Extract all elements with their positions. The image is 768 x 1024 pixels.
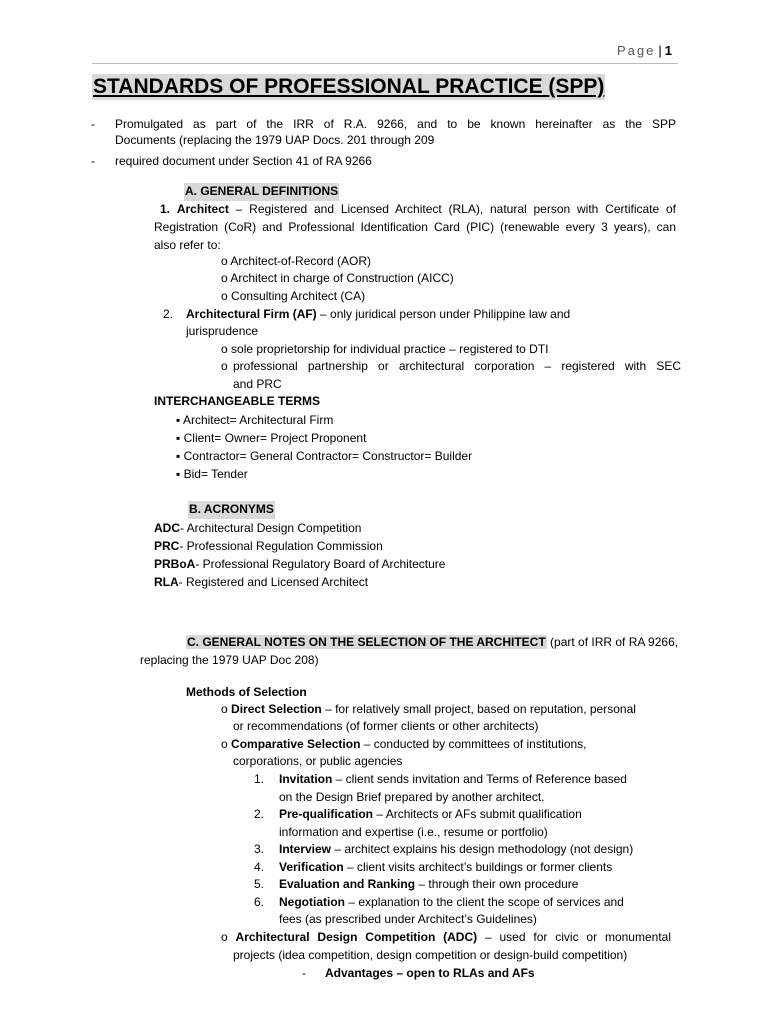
circle-bullet: o	[221, 271, 228, 285]
intro-bullet-dash-2: -	[91, 154, 95, 168]
header-rule	[92, 63, 678, 64]
square-bullet: ▪	[176, 467, 181, 481]
architect-sub-1: o Architect-of-Record (AOR)	[221, 254, 372, 268]
page-separator: |	[658, 43, 662, 58]
adc-sub-dash: -	[302, 966, 306, 980]
step-4-num: 4.	[254, 860, 265, 874]
circle-bullet: o	[221, 254, 228, 268]
advantages-term: Advantages	[325, 966, 394, 980]
architect-definition-line-2: Registration (CoR) and Professional Identification Card (PIC) (renewable every 3 years), can	[154, 220, 676, 234]
intro-bullet-dash-1: -	[91, 117, 95, 131]
acronym-rla: RLA- Registered and Licensed Architect	[154, 575, 369, 589]
circle-bullet: o	[221, 702, 228, 716]
firm-num: 2.	[163, 307, 174, 321]
step-2-line-2: information and expertise (i.e., resume or portfolio)	[279, 825, 548, 839]
section-c-heading-line-2: replacing the 1979 UAP Doc 208)	[140, 653, 319, 667]
section-b-heading: B. ACRONYMS	[188, 501, 275, 519]
firm-sub-2-line-2: and PRC	[233, 377, 282, 391]
step-6-line-2: fees (as prescribed under Architect’s Guidelines)	[279, 912, 537, 926]
step-5-line-1: Evaluation and Ranking – through their own procedure	[279, 877, 579, 891]
section-c-heading: C. GENERAL NOTES ON THE SELECTION OF THE ARCHITECT	[187, 635, 546, 649]
interchangeable-heading: INTERCHANGEABLE TERMS	[154, 394, 321, 408]
interchangeable-item-2: ▪ Client= Owner= Project Proponent	[176, 431, 367, 445]
circle-bullet: o	[221, 289, 228, 303]
architect-definition-line-1	[154, 201, 676, 219]
direct-selection-term: Direct Selection	[231, 702, 322, 716]
step-3-line-1: Interview – architect explains his design methodology (not design)	[279, 842, 634, 856]
interchangeable-item-3: ▪ Contractor= General Contractor= Constructor= Builder	[176, 449, 473, 463]
firm-sub-1: o sole proprietorship for individual practice – registered to DTI	[221, 342, 549, 356]
adc-line-1: o Architectural Design Competition (ADC) – used for civic or monumental	[221, 930, 671, 944]
firm-sub-2-line-1: professional partnership or architectural corporation – registered with SEC	[233, 359, 681, 373]
architect-num: 1.	[160, 202, 171, 216]
intro-bullet-2: required document under Section 41 of RA 9266	[115, 154, 372, 168]
square-bullet: ▪	[176, 413, 181, 427]
firm-definition-line-1: Architectural Firm (AF) – only juridical person under Philippine law and	[186, 307, 571, 321]
circle-bullet: o	[221, 359, 228, 373]
architect-sub-3: o Consulting Architect (CA)	[221, 289, 366, 303]
step-4-line-1: Verification – client visits architect’s buildings or former clients	[279, 860, 613, 874]
adc-term: Architectural Design Competition (ADC)	[235, 930, 478, 944]
intro-bullet-1-line-1: Promulgated as part of the IRR of R.A. 9266, and to be known hereinafter as the SPP	[115, 117, 676, 131]
adc-line-2: projects (idea competition, design competition or design-build competition)	[233, 948, 628, 962]
circle-bullet: o	[221, 737, 228, 751]
step-3-num: 3.	[254, 842, 265, 856]
page-number: 1	[664, 43, 672, 58]
architect-term: Architect	[176, 202, 229, 216]
architect-sub-2: o Architect in charge of Construction (AICC)	[221, 271, 454, 285]
square-bullet: ▪	[176, 449, 181, 463]
circle-bullet: o	[221, 342, 228, 356]
step-2-line-1: Pre-qualification – Architects or AFs submit qualification	[279, 807, 582, 821]
direct-selection-line-1: o Direct Selection – for relatively small project, based on reputation, personal	[221, 702, 636, 716]
step-1-num: 1.	[254, 772, 265, 786]
step-1-line-2: on the Design Brief prepared by another architect.	[279, 790, 545, 804]
page-header	[617, 42, 672, 60]
interchangeable-item-1: ▪ Architect= Architectural Firm	[176, 413, 334, 427]
document-title: STANDARDS OF PROFESSIONAL PRACTICE (SPP)	[93, 75, 605, 98]
acronym-prboa: PRBoA- Professional Regulatory Board of Architecture	[154, 557, 446, 571]
square-bullet: ▪	[176, 431, 181, 445]
architect-definition-line-3: also refer to:	[154, 238, 221, 252]
step-6-num: 6.	[254, 895, 265, 909]
comparative-selection-line-1: o Comparative Selection – conducted by committees of institutions,	[221, 737, 587, 751]
direct-selection-line-2: or recommendations (of former clients or other architects)	[233, 719, 539, 733]
circle-bullet: o	[221, 930, 228, 944]
comparative-selection-line-2: corporations, or public agencies	[233, 754, 403, 768]
firm-definition-line-2: jurisprudence	[186, 324, 259, 338]
interchangeable-item-4: ▪ Bid= Tender	[176, 467, 248, 481]
intro-bullet-1-line-2: Documents (replacing the 1979 UAP Docs. 201 through 209	[115, 133, 435, 147]
section-c-heading-tail: (part of IRR of RA 9266,	[546, 635, 679, 649]
adc-advantages: Advantages – open to RLAs and AFs	[325, 966, 535, 980]
section-a-heading: A. GENERAL DEFINITIONS	[184, 183, 339, 201]
section-c-heading-line-1	[186, 634, 678, 652]
page-label: Page	[617, 43, 656, 58]
architect-text-1: – Registered and Licensed Architect (RLA), natural person with Certificate of	[228, 202, 677, 216]
comparative-selection-term: Comparative Selection	[231, 737, 361, 751]
step-2-num: 2.	[254, 807, 265, 821]
firm-term: Architectural Firm (AF)	[186, 307, 317, 321]
acronym-prc: PRC- Professional Regulation Commission	[154, 539, 383, 553]
step-5-num: 5.	[254, 877, 265, 891]
step-1-line-1: Invitation – client sends invitation and Terms of Reference based	[279, 772, 627, 786]
methods-heading: Methods of Selection	[186, 685, 307, 699]
acronym-adc: ADC- Architectural Design Competition	[154, 521, 362, 535]
step-6-line-1: Negotiation – explanation to the client the scope of services and	[279, 895, 624, 909]
